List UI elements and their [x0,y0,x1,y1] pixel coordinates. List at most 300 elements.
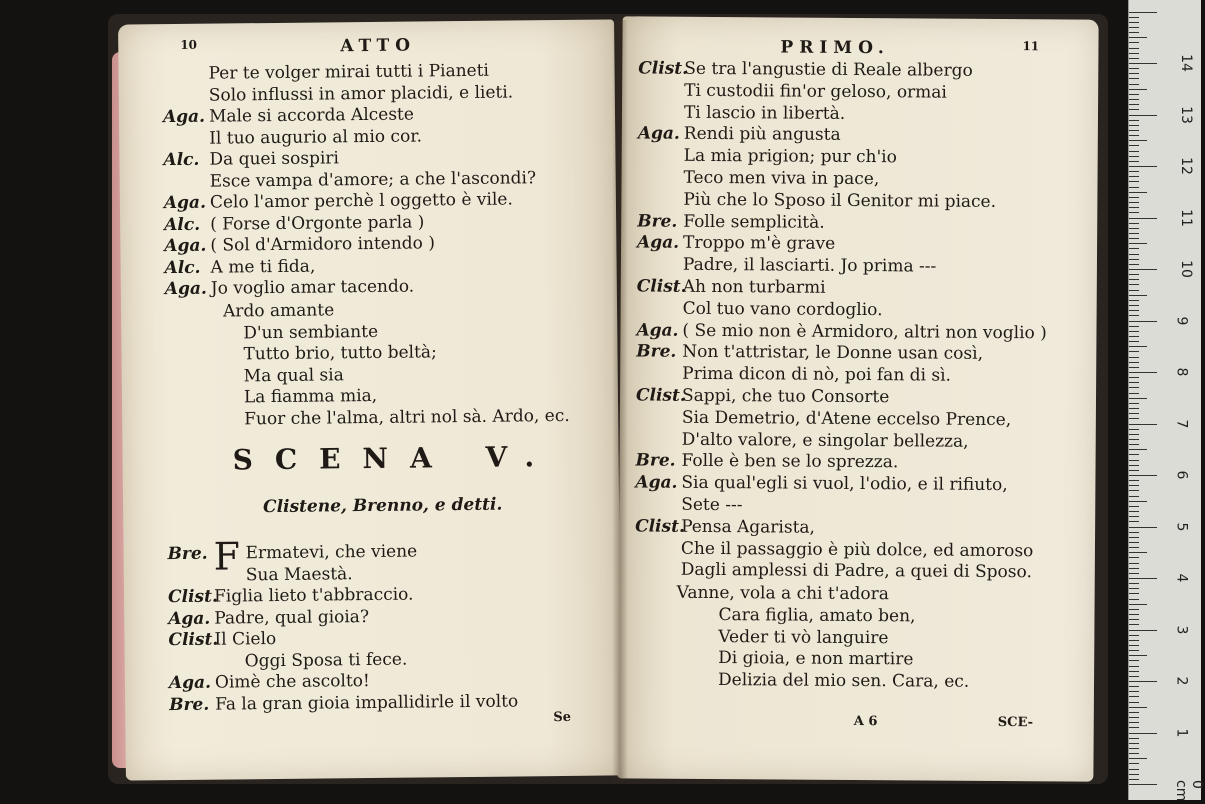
verse-text: A me ti fida, [210,256,315,277]
verse-text: Padre, qual gioia? [214,607,369,629]
verse-line [167,542,417,565]
verse-line [164,189,513,213]
ruler-tick [1129,181,1139,182]
verse-line [169,671,370,693]
ruler-tick [1129,630,1157,631]
verse-line [164,212,424,235]
scene-title: SCENA V. [232,440,556,476]
ruler-tick [1129,228,1139,229]
speaker-label: Clist. [636,385,682,405]
speaker-label: Clist. [168,630,214,650]
speaker-label: Aga. [168,608,214,628]
verse-text: Sappi, che tuo Consorte [682,386,889,407]
verse-line [636,364,951,386]
scene-characters: Clistene, Brenno, e detti. [263,495,502,518]
ruler-label: 1 [1173,728,1189,737]
verse-line [637,276,826,297]
ruler-label: 2 [1173,677,1189,686]
ruler-tick [1129,413,1139,414]
verse-line [169,649,408,671]
ruler-tick [1129,73,1139,74]
ruler-tick [1129,496,1139,497]
ruler-tick [1129,238,1139,239]
verse-line [635,473,1007,496]
aria-line: Veder ti vò languire [718,627,888,648]
ruler-tick [1129,784,1157,785]
ruler-tick [1129,387,1139,388]
verse-text: Esce vampa d'amore; a che l'ascondi? [210,168,537,191]
ruler-tick [1129,125,1139,126]
ruler-tick [1129,166,1157,167]
verse-line [165,277,415,300]
verse-text: Sia Demetrio, d'Atene eccelso Prence, [682,408,1011,430]
ruler-label: 0 cm [1173,780,1205,804]
ruler-tick [1129,223,1139,224]
ruler-tick [1129,444,1139,445]
left-catchword: Se [553,710,571,725]
aria-line: Fuor che l'alma, altri nol sà. Ardo, ec. [244,405,570,428]
verse-text: Sia qual'egli si vuol, l'odio, e il rifiuto, [681,473,1007,495]
verse-line [164,168,537,192]
aria-line: Delizia del mio sen. Cara, ec. [718,670,969,692]
measuring-ruler [1128,0,1201,800]
ruler-tick [1129,58,1139,59]
ruler-tick [1129,120,1139,121]
verse-text: Ermatevi, che viene [245,542,417,564]
ruler-tick [1129,259,1139,260]
ruler-tick [1129,145,1139,146]
ruler-tick [1129,655,1147,656]
ruler-tick [1129,763,1139,764]
speaker-label: Clist. [638,58,684,78]
verse-text: Per te volger mirai tutti i Pianeti [208,61,489,84]
verse-text: Più che lo Sposo il Genitor mi piace. [683,190,996,212]
ruler-tick [1129,310,1139,311]
speaker-label: Aga. [635,473,681,493]
ruler-tick [1129,542,1139,543]
verse-line [637,167,879,189]
left-page [118,19,622,780]
ruler-tick [1129,696,1139,697]
ruler-tick [1129,748,1139,749]
verse-text: La mia prigion; pur ch'io [684,146,897,167]
speaker-label: Clist. [637,276,683,296]
ruler-tick [1129,156,1139,157]
verse-line [635,451,898,473]
verse-line [168,629,276,650]
ruler-tick [1129,424,1157,425]
verse-line [635,494,742,515]
speaker-label: Alc. [164,257,210,277]
ruler-tick [1129,130,1139,131]
ruler-label: 14 [1178,54,1194,72]
verse-text: Sete --- [681,495,742,515]
verse-line [163,126,422,149]
ruler-tick [1129,557,1139,558]
speaker-label: Clist. [168,587,214,607]
verse-text: Che il passaggio è più dolce, ed amoroso [681,538,1034,560]
ruler-tick [1129,279,1139,280]
aria-line: Tutto brio, tutto beltà; [243,342,436,364]
verse-text: Rendi più angusta [684,124,841,145]
verse-text: ( Sol d'Armidoro intendo ) [210,233,435,255]
ruler-label: 10 [1178,260,1194,278]
speaker-label: Aga. [169,673,215,693]
ruler-tick [1129,398,1147,399]
ruler-tick [1129,454,1139,455]
ruler-tick [1129,290,1139,291]
ruler-tick [1129,465,1139,466]
right-catchword: SCE- [998,715,1033,730]
ruler-tick [1129,516,1139,517]
speaker-label: Alc. [163,150,209,170]
speaker-label: Bre. [636,342,682,362]
verse-line [638,146,897,168]
verse-line [635,538,1034,561]
ruler-tick [1129,140,1147,141]
ruler-tick [1129,104,1139,105]
ruler-tick [1129,712,1139,713]
ruler-tick [1129,336,1139,337]
ruler-tick [1129,686,1139,687]
speaker-label: Bre. [637,211,683,231]
ruler-tick [1129,511,1139,512]
ruler-tick [1129,78,1139,79]
verse-line [636,385,889,407]
ruler-tick [1129,192,1147,193]
ruler-tick [1129,243,1147,244]
ruler-tick [1129,264,1139,265]
ruler-tick [1129,588,1139,589]
speaker-label: Aga. [636,320,682,340]
ruler-tick [1129,506,1139,507]
ruler-tick [1129,254,1139,255]
verse-text: ( Forse d'Orgonte parla ) [210,212,424,234]
ruler-tick [1129,691,1139,692]
ruler-tick [1129,351,1139,352]
verse-line [636,342,983,364]
ruler-tick [1129,475,1157,476]
ruler-tick [1129,99,1139,100]
verse-line [168,607,369,629]
verse-text: Dagli amplessi di Padre, a quei di Sposo. [681,560,1032,582]
ruler-tick [1129,604,1147,605]
ruler-tick [1129,367,1139,368]
ruler-tick [1129,434,1139,435]
ruler-tick [1129,578,1157,579]
ruler-tick [1129,32,1139,33]
ruler-tick [1129,583,1139,584]
ruler-tick [1129,171,1139,172]
ruler-tick [1129,197,1139,198]
ruler-tick [1129,614,1139,615]
left-page-header: ATTO [340,35,416,56]
verse-text: Prima dicon di nò, poi fan di sì. [682,364,951,386]
ruler-tick [1129,42,1139,43]
verse-line [162,61,489,84]
verse-text: Figlia lieto t'abbraccio. [214,585,414,607]
drop-cap: F [213,537,240,575]
ruler-tick [1129,537,1139,538]
ruler-tick [1129,753,1139,754]
speaker-label: Aga. [637,233,683,253]
right-page [617,16,1098,781]
ruler-tick [1129,295,1147,296]
ruler-tick [1129,207,1139,208]
ruler-tick [1129,37,1147,38]
ruler-tick [1129,650,1139,651]
ruler-tick [1129,408,1139,409]
aria-line: Ardo amante [223,300,334,321]
right-page-header: PRIMO. [780,37,890,58]
ruler-tick [1129,135,1139,136]
ruler-tick [1129,758,1147,759]
ruler-tick [1129,53,1139,54]
ruler-tick [1129,485,1139,486]
ruler-tick [1129,372,1157,373]
verse-line [164,233,435,256]
left-page-number: 10 [180,38,197,52]
ruler-tick [1129,115,1157,116]
ruler-tick [1129,640,1139,641]
ruler-tick [1129,84,1139,85]
speaker-label: Aga. [638,124,684,144]
ruler-tick [1129,109,1139,110]
ruler-tick [1129,480,1139,481]
aria-line: La fiamma mia, [244,386,377,407]
verse-line [637,298,883,320]
ruler-label: 3 [1173,625,1189,634]
ruler-tick [1129,593,1139,594]
speaker-label: Bre. [169,694,215,714]
aria-line: Ma qual sia [244,365,344,386]
ruler-tick [1129,681,1157,682]
verse-text: Fa la gran gioia impallidirle il volto [215,691,518,714]
verse-line [163,148,339,170]
ruler-tick [1129,151,1139,152]
verse-line [636,407,1011,430]
ruler-tick [1129,769,1139,770]
verse-text: Ti lascio in libertà. [684,102,845,123]
ruler-tick [1129,460,1139,461]
aria-line: D'un sembiante [243,321,378,342]
ruler-label: 8 [1173,368,1189,377]
verse-line [637,211,825,232]
ruler-tick [1129,346,1147,347]
ruler-tick [1129,362,1139,363]
verse-text: Il tuo augurio al mio cor. [209,126,422,148]
verse-text: Pensa Agarista, [681,517,815,538]
verse-line [638,58,973,80]
verse-text: Se tra l'angustie di Reale albergo [684,59,973,81]
ruler-tick [1129,284,1139,285]
ruler-label: 4 [1173,574,1189,583]
speaker-label: Aga. [163,107,209,127]
ruler-tick [1129,501,1147,502]
verse-text: Sua Maestà. [246,564,353,585]
verse-line [637,189,996,212]
ruler-tick [1129,779,1139,780]
verse-text: Da quei sospiri [209,148,339,169]
ruler-tick [1129,305,1139,306]
verse-line [168,585,414,608]
ruler-tick [1129,676,1139,677]
ruler-tick [1129,717,1139,718]
verse-text: Oimè che ascolto! [215,671,370,693]
ruler-tick [1129,660,1139,661]
verse-text: Troppo m'è grave [683,233,835,254]
ruler-label: 9 [1173,316,1189,325]
ruler-tick [1129,532,1139,533]
speaker-label: Aga. [165,279,211,299]
ruler-tick [1129,161,1139,162]
verse-line [635,516,815,537]
ruler-tick [1129,702,1139,703]
ruler-label: 6 [1173,471,1189,480]
verse-text: Solo influssi in amor placidi, e lieti. [209,82,514,105]
ruler-tick [1129,619,1139,620]
verse-line [638,124,841,145]
ruler-tick [1129,176,1139,177]
ruler-tick [1129,393,1139,394]
ruler-label: 7 [1173,419,1189,428]
right-page-number: 11 [1022,39,1039,53]
aria-line: Vanne, vola a chi t'adora [677,583,889,604]
speaker-label: Bre. [635,451,681,471]
ruler-tick [1129,17,1139,18]
ruler-tick [1129,527,1157,528]
speaker-label: Aga. [164,193,210,213]
verse-line [635,560,1032,583]
ruler-tick [1129,331,1139,332]
verse-line [169,691,518,715]
ruler-tick [1129,573,1139,574]
ruler-tick [1129,377,1139,378]
ruler-tick [1129,94,1139,95]
speaker-label: Alc. [164,214,210,234]
ruler-tick [1129,470,1139,471]
ruler-tick [1129,341,1139,342]
verse-text: D'alto valore, e singolar bellezza, [682,429,969,451]
verse-line [636,320,1047,343]
verse-text: ( Se mio non è Armidoro, altri non voglio ) [682,320,1047,343]
verse-text: Padre, il lasciarti. Jo prima --- [683,255,936,277]
verse-text: Teco men viva in pace, [683,168,879,189]
ruler-tick [1129,27,1139,28]
verse-line [163,82,514,106]
ruler-tick [1129,645,1139,646]
ruler-tick [1129,733,1157,734]
speaker-label: Clist. [635,516,681,536]
ruler-tick [1129,300,1139,301]
ruler-tick [1129,666,1139,667]
speaker-label: Aga. [164,236,210,256]
speaker-label: Bre. [167,544,213,564]
ruler-tick [1129,671,1139,672]
ruler-tick [1129,48,1139,49]
ruler-tick [1129,624,1139,625]
ruler-tick [1129,490,1139,491]
verse-line [637,233,835,254]
verse-text: Oggi Sposa ti fece. [245,649,408,671]
ruler-tick [1129,89,1147,90]
verse-line [164,256,315,278]
ruler-tick [1129,429,1139,430]
ruler-tick [1129,521,1139,522]
ruler-tick [1129,68,1139,69]
ruler-tick [1129,233,1139,234]
book-gutter [612,20,628,780]
ruler-tick [1129,609,1139,610]
ruler-tick [1129,599,1139,600]
ruler-label: 13 [1178,106,1194,124]
ruler-tick [1129,722,1139,723]
verse-text: Celo l'amor perchè l oggetto è vile. [210,189,513,212]
verse-text: Col tuo vano cordoglio. [683,299,883,320]
verse-text: Non t'attristar, le Donne usan così, [682,342,983,364]
ruler-tick [1129,269,1157,270]
ruler-tick [1129,418,1139,419]
ruler-tick [1129,382,1139,383]
verse-line [636,429,969,451]
ruler-tick [1129,315,1139,316]
ruler-tick [1129,274,1139,275]
ruler-tick [1129,321,1157,322]
verse-text: Ah non turbarmi [683,277,826,298]
verse-text: Ti custodii fin'or geloso, ormai [684,81,947,103]
ruler-tick [1129,357,1139,358]
signature-mark: A 6 [854,714,878,729]
ruler-label: 12 [1178,157,1194,175]
ruler-tick [1129,743,1139,744]
ruler-tick [1129,218,1157,219]
ruler-tick [1129,727,1139,728]
verse-line [638,102,845,123]
ruler-label: 5 [1173,522,1189,531]
ruler-tick [1129,568,1139,569]
ruler-tick [1129,212,1139,213]
ruler-tick [1129,63,1157,64]
verse-text: Male si accorda Alceste [209,105,414,127]
aria-line: Di gioia, e non martire [718,648,913,669]
verse-line [168,564,353,586]
ruler-tick [1129,552,1147,553]
ruler-tick [1129,22,1139,23]
ruler-tick [1129,563,1139,564]
ruler-tick [1129,449,1147,450]
verse-line [637,255,936,277]
ruler-tick [1129,774,1139,775]
ruler-tick [1129,202,1139,203]
verse-text: Jo voglio amar tacendo. [211,277,415,299]
ruler-tick [1129,248,1139,249]
verse-text: Il Cielo [214,629,276,650]
ruler-tick [1129,12,1157,13]
ruler-tick [1129,403,1139,404]
ruler-tick [1129,326,1139,327]
ruler-tick [1129,635,1139,636]
verse-line [638,80,947,102]
ruler-tick [1129,187,1139,188]
verse-line [163,105,414,128]
ruler-tick [1129,439,1139,440]
aria-line: Cara figlia, amato ben, [718,605,915,626]
ruler-tick [1129,547,1139,548]
verse-text: Folle semplicità. [683,211,825,232]
ruler-tick [1129,707,1147,708]
ruler-label: 11 [1178,209,1194,227]
verse-text: Folle è ben se lo sprezza. [681,451,898,473]
